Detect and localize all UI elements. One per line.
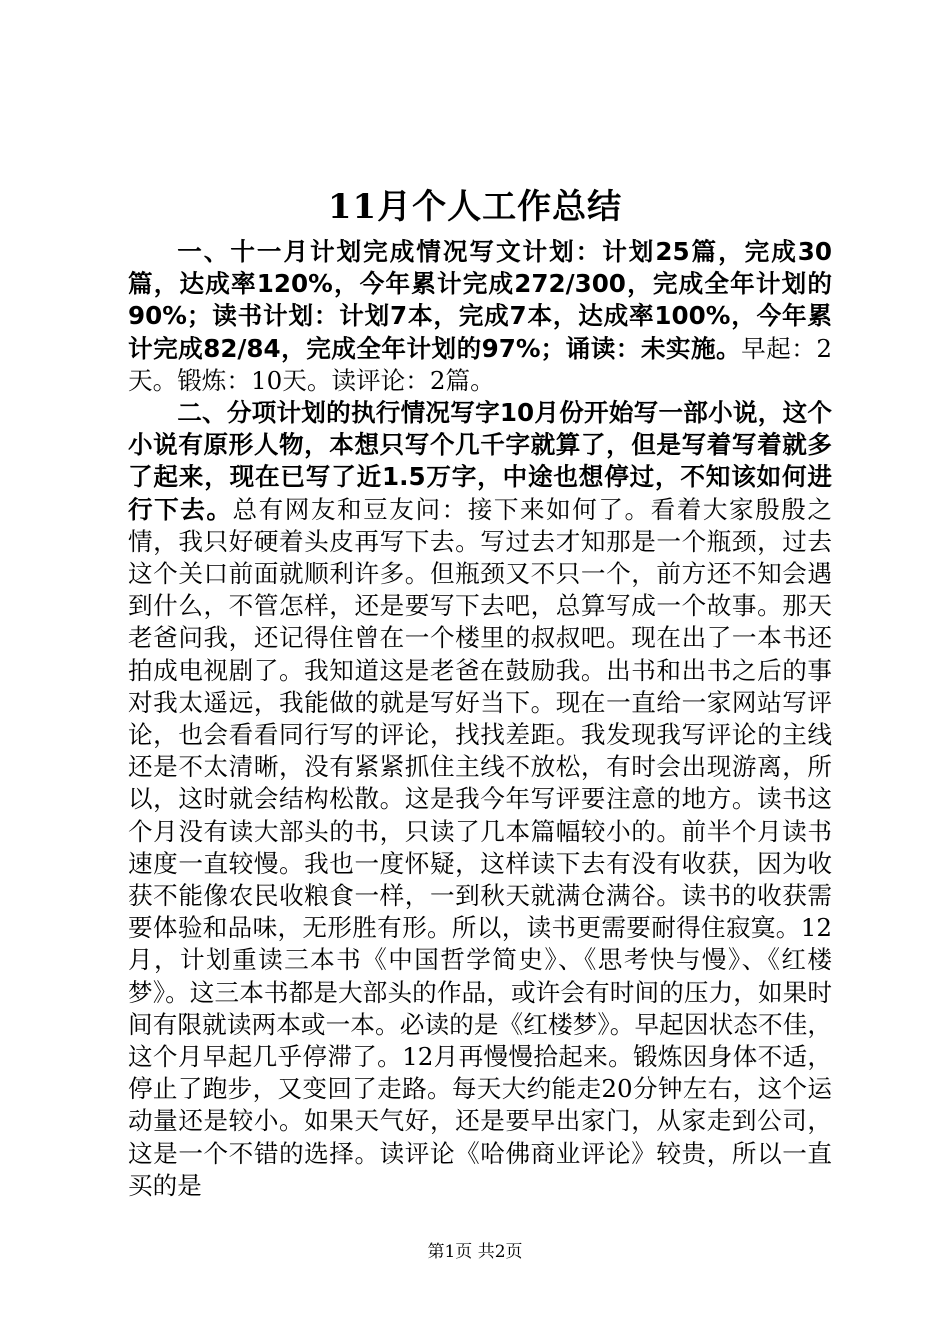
paragraph-execution-bold: 二、分项计划的执行情况写字10月份开始写一部小说，这个小说有原形人物，本想只写个几千字就算了，但是写着写着就多了起来，现在已写了近1.5万字，中途也想停过，不知该如何进行下去。	[128, 398, 832, 524]
document-body	[128, 236, 832, 1202]
paragraph-execution-regular: 总有网友和豆友问：接下来如何了。看着大家殷殷之情，我只好硬着头皮再写下去。写过去才知那是一个瓶颈，过去这个关口前面就顺利许多。但瓶颈又不只一个，前方还不知会遇到什么，不管怎样，还是要写下去吧，总算写成一个故事。那天老爸问我，还记得住曾在一个楼里的叔叔吧。现在出了一本书还拍成电视剧了。我知道这是老爸在鼓励我。出书和出书之后的事对我太遥远，我能做的就是写好当下。现在一直给一家网站写评论，也会看看同行写的评论，找找差距。我发现我写评论的主线还是不太清晰，没有紧紧抓住主线不放松，有时会出现游离，所以，这时就会结构松散。这是我今年写评要注意的地方。读书这个月没有读大部头的书，只读了几本篇幅较小的。前半个月读书速度一直较慢。我也一度怀疑，这样读下去有没有收获，因为收获不能像农民收粮食一样，一到秋天就满仓满谷。读书的收获需要体验和品味，无形胜有形。所以，读书更需要耐得住寂寞。12月，计划重读三本书《中国哲学简史》、《思考快与慢》、《红楼梦》。这三本书都是大部头的作品，或许会有时间的压力，如果时间有限就读两本或一本。必读的是《红楼梦》。早起因状态不佳，这个月早起几乎停滞了。12月再慢慢拾起来。锻炼因身体不适，停止了跑步，又变回了走路。每天大约能走20分钟左右，这个运动量还是较小。如果天气好，还是要早出家门，从家走到公司，这是一个不错的选择。读评论《哈佛商业评论》较贵，所以一直买的是	[128, 494, 832, 1200]
paragraph-summary	[128, 236, 832, 397]
page-footer: 第1页 共2页	[427, 1242, 523, 1262]
paragraph-execution	[128, 397, 832, 1202]
paragraph-summary-bold: 一、十一月计划完成情况写文计划：计划25篇，完成30篇，达成率120%，今年累计完成272/300，完成全年计划的90%；读书计划：计划7本，完成7本，达成率100%，今年累计完成82/84，完成全年计划的97%；诵读：未实施。	[128, 237, 832, 363]
document-title: 11月个人工作总结	[327, 187, 623, 227]
paragraph-summary-regular: 早起：2天。锻炼：10天。读评论：2篇。	[128, 333, 832, 395]
